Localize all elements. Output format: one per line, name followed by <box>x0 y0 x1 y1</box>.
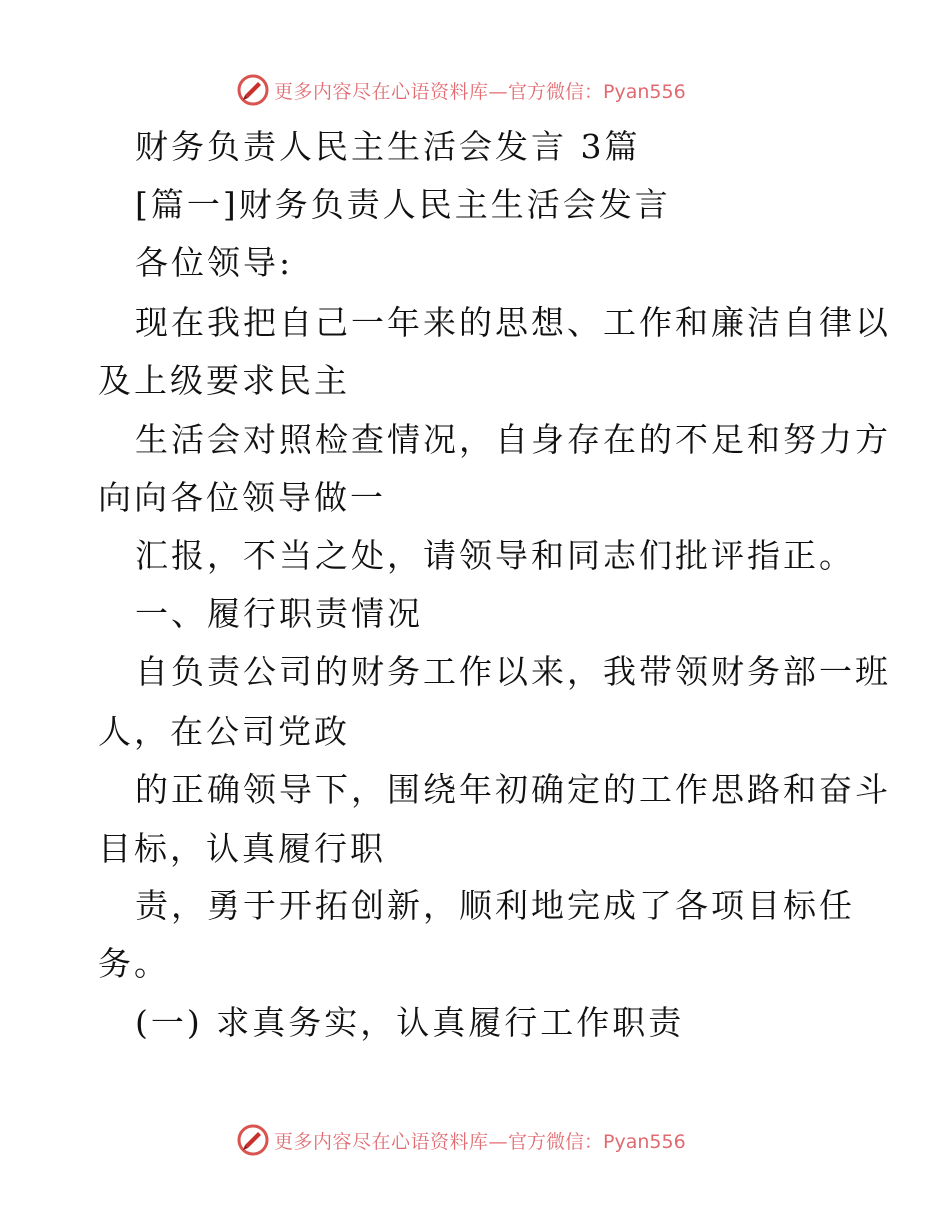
watermark-contact: 官方微信：Pyan556 <box>508 80 686 103</box>
paragraph-line: 向向各位领导做一 <box>98 478 386 517</box>
salutation: 各位领导: <box>135 243 294 282</box>
section-heading: 一、履行职责情况 <box>135 594 423 633</box>
section-title: [篇一]财务负责人民主生活会发言 <box>135 185 671 224</box>
paragraph-line: 的正确领导下，围绕年初确定的工作思路和奋斗 <box>135 770 891 809</box>
watermark-text: 更多内容尽在心语资料库— <box>274 1130 509 1153</box>
paragraph-line: 及上级要求民主 <box>98 361 350 400</box>
watermark-footer <box>236 1123 686 1157</box>
paragraph-line: 汇报，不当之处，请领导和同志们批评指正。 <box>135 536 855 575</box>
watermark-header <box>236 73 686 107</box>
paragraph-line: 自负责公司的财务工作以来，我带领财务部一班 <box>135 652 891 691</box>
paragraph-line: 现在我把自己一年来的思想、工作和廉洁自律以 <box>135 303 891 342</box>
subsection-heading: (一) 求真务实，认真履行工作职责 <box>135 1003 685 1042</box>
document-title: 财务负责人民主生活会发言 3篇 <box>135 127 641 166</box>
paragraph-line: 责，勇于开拓创新，顺利地完成了各项目标任 <box>135 886 855 925</box>
paragraph-line: 目标，认真履行职 <box>98 829 386 868</box>
paragraph-line: 务。 <box>98 944 170 983</box>
watermark-contact: 官方微信：Pyan556 <box>508 1130 686 1153</box>
paragraph-line: 人，在公司党政 <box>98 712 350 751</box>
paragraph-line: 生活会对照检查情况，自身存在的不足和努力方 <box>135 420 891 459</box>
watermark-text: 更多内容尽在心语资料库— <box>274 80 509 103</box>
logo-icon <box>236 1123 270 1157</box>
logo-icon <box>236 73 270 107</box>
